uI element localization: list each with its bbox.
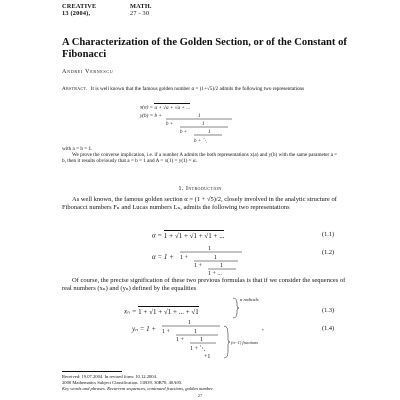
cf-c-4: 1 + xyxy=(176,337,184,343)
abstract-eq-x-lhs: x(a) = xyxy=(140,104,155,111)
cf-c-2: 1 + xyxy=(162,329,170,335)
volume-year: 13 (2004), xyxy=(62,10,91,17)
cf-b-1: 1 xyxy=(208,246,211,252)
footnote-rule xyxy=(62,371,122,372)
equation-1-3-brace-label: n radicals xyxy=(240,297,259,302)
abstract-eq-y-lhs: y(b) = b + xyxy=(140,113,162,119)
intro-paragraph-1: As well known, the famous golden section α = (1 + √5)/2, closely involved in the analytic structure of Fibonacci numbers Fₙ and Lucas numbers Lₙ, admits the following two representations xyxy=(62,196,337,212)
equation-1-2-lhs: α = 1 + xyxy=(152,253,174,261)
author-name: Andrei Vernescu xyxy=(62,68,114,75)
cf-b-5: 1 xyxy=(220,263,223,269)
footnote-received: Received: 19.07.2004. In revised form: 10.12.2004. xyxy=(62,374,158,379)
equation-number-1-2: (1.2) xyxy=(322,249,335,256)
cf-c-6: 1 + ⋱ xyxy=(190,346,206,352)
abstract-condition: with a = b = 1. xyxy=(62,146,93,152)
footnote-msc: 2000 Mathematics Subject Classification. 11B39, 30B70, 40A05. xyxy=(62,380,183,385)
cf-b-6: 1 + ... xyxy=(208,271,222,277)
cf-c-5: 1 xyxy=(200,337,203,343)
paper-title: A Characterization of the Golden Section, or of the Constant of Fibonacci xyxy=(62,37,347,60)
cf-b-3: 1 xyxy=(214,255,217,261)
equation-1-4-continued-fraction xyxy=(160,318,258,364)
journal-name: CREATIVE xyxy=(62,3,97,10)
eq-1-1-rhs: 1 + √1 + √1 + √1 + ... xyxy=(163,231,225,240)
equation-number-1-1: (1.1) xyxy=(322,231,335,238)
cf-b-2: 1 + xyxy=(180,255,188,261)
abstract-continued-fraction xyxy=(160,112,240,148)
cf-c-1: 1 xyxy=(188,320,191,326)
page-range: 27 - 30 xyxy=(130,10,150,17)
equation-1-2-continued-fraction xyxy=(178,244,248,276)
equation-1-3-brace xyxy=(232,297,240,319)
abstract-converse: We prove the converse implication, i.e. if a number A admits the both representations x(a) and y(b) with the same parameter a = b, then it results obviously that a = b = 1 and A = x(1) = y(1) = α. xyxy=(62,152,338,165)
equation-1-4-lhs: yₙ = 1 + xyxy=(132,325,157,333)
equation-1-1 xyxy=(152,230,224,240)
eq-1-1-lhs: α = xyxy=(152,231,164,240)
eq-1-3-rhs: 1 + √1 + √1 + ... + √1 xyxy=(138,307,199,316)
eq-1-3-lhs: xₙ = xyxy=(124,307,139,316)
cf-a-1: 1 xyxy=(198,114,201,119)
cf-a-4: b + xyxy=(180,130,188,135)
page-number: 27 xyxy=(197,393,203,398)
cf-a-2: b + xyxy=(166,122,174,127)
equation-number-1-3: (1.3) xyxy=(322,307,335,314)
abstract-label: Abstract. xyxy=(62,86,88,92)
equation-1-3 xyxy=(124,306,199,316)
section-heading-introduction: 1. Introduction xyxy=(178,185,222,192)
equation-1-4-comma: , xyxy=(262,324,264,332)
journal-subject: MATH. xyxy=(130,3,152,10)
footnote-keywords: Key words and phrases. Recurrent sequences, continued fractions, golden number. xyxy=(62,386,214,391)
cf-c-3: 1 xyxy=(194,329,197,335)
abstract-eq-y xyxy=(140,113,162,119)
cf-a-3: 1 xyxy=(202,122,205,127)
equation-number-1-4: (1.4) xyxy=(322,325,335,332)
abstract-eq-x xyxy=(140,103,190,111)
equation-1-4-brace-label: (n−1) fractions xyxy=(231,340,258,345)
cf-a-6: b + ⋱ xyxy=(194,139,208,144)
abstract-text: It is well known that the famous golden number α = (1+√5)/2 admits the following two representations xyxy=(90,86,305,92)
cf-c-7: +1 xyxy=(204,354,211,360)
cf-a-5: 1 xyxy=(208,130,211,135)
abstract xyxy=(62,86,340,92)
intro-paragraph-2: Of course, the precise signification of these two previous formulas is that if we consider the sequences of real numbers (xₙ) and (yₙ) defined by the equalities xyxy=(62,277,346,293)
cf-b-4: 1 + xyxy=(194,263,202,269)
abstract-eq-x-rhs: a + √a + √a + ... xyxy=(154,104,191,111)
